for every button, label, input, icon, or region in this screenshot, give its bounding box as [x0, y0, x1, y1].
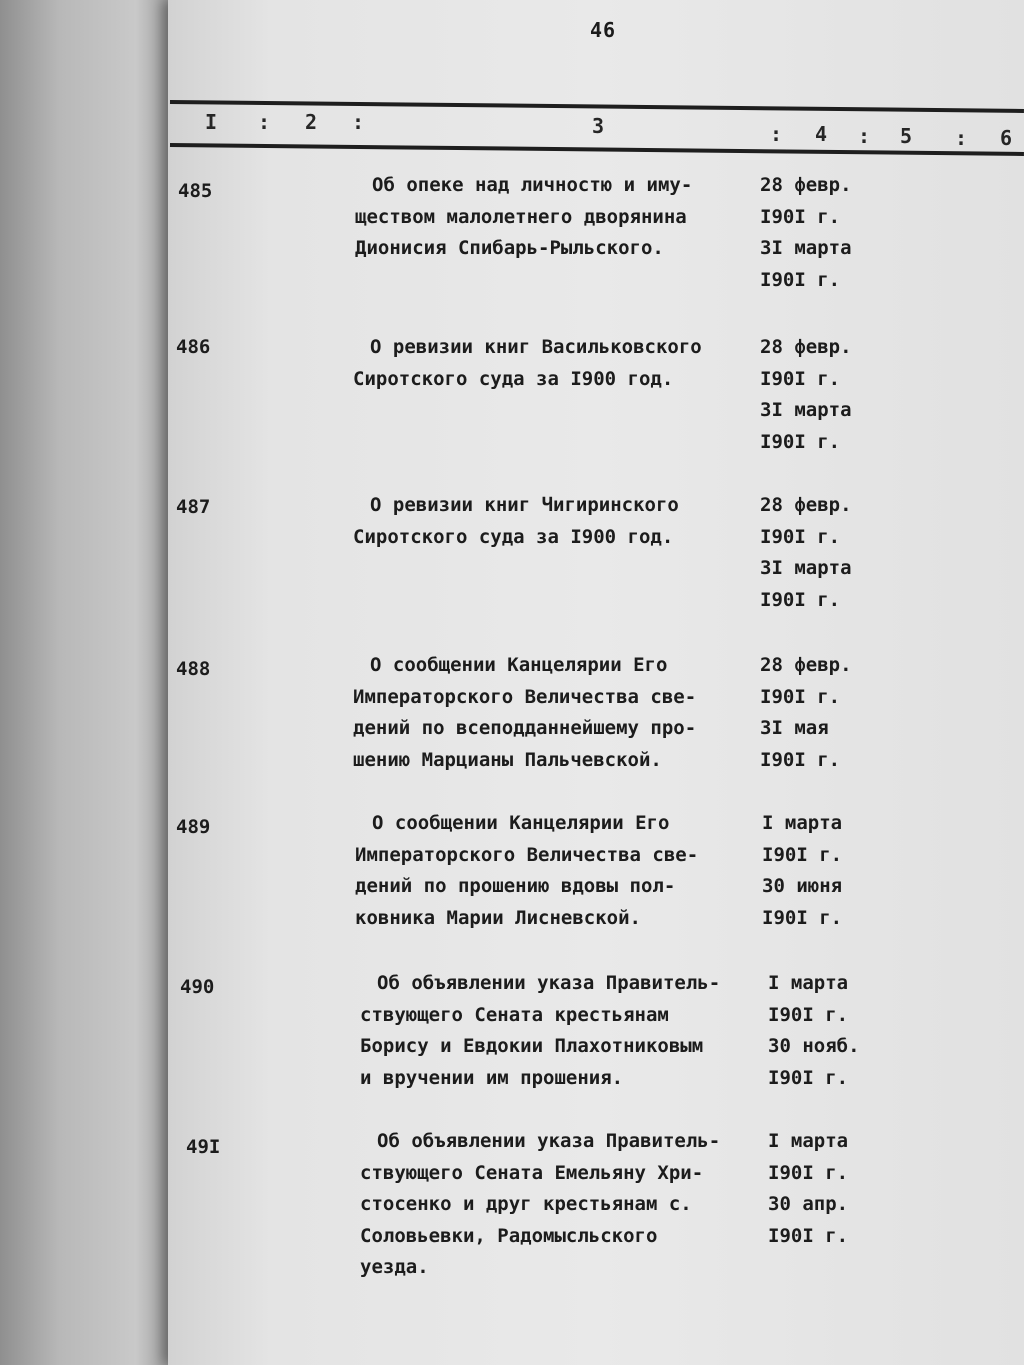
- entry-number: 488: [176, 658, 211, 680]
- entry-dates: I марта I90I г. 30 апр. I90I г.: [768, 1130, 849, 1247]
- entry-dates: 28 февр. I90I г. 3I марта I90I г.: [760, 336, 852, 453]
- entry-dates: I марта I90I г. 30 июня I90I г.: [762, 812, 843, 929]
- column-header-1: I: [205, 110, 218, 134]
- entry-description: Об опеке над личностю и иму- ществом малолетнего дворянина Дионисия Спибарь-Рыльского.: [355, 174, 693, 259]
- entry-dates: I марта I90I г. 30 нояб. I90I г.: [768, 972, 860, 1089]
- column-header-4: 4: [815, 122, 828, 146]
- entry-number: 49I: [186, 1136, 221, 1158]
- column-separator: :: [858, 124, 871, 148]
- entry-number: 486: [176, 336, 211, 358]
- entry-description: О ревизии книг Чигиринского Сиротского суда за I900 год.: [353, 494, 679, 548]
- column-header-2: 2: [305, 110, 318, 134]
- entry-number: 487: [176, 496, 211, 518]
- column-separator: :: [258, 110, 271, 134]
- entry-description: О сообщении Канцелярии Его Императорского Величества све- дений по прошению вдовы пол- ковника Марии Лисневской.: [355, 812, 699, 929]
- entry-dates: 28 февр. I90I г. 3I марта I90I г.: [760, 174, 852, 291]
- entry-description: Об объявлении указа Правитель- ствующего Сената Емельяну Хри- стосенко и друг крестьянам с. Соловьевки, Радомысльского уезда.: [360, 1130, 721, 1278]
- column-separator: :: [352, 110, 365, 134]
- entry-number: 490: [180, 976, 215, 998]
- page-number: 46: [590, 18, 617, 42]
- entry-number: 485: [178, 180, 213, 202]
- entry-description: Об объявлении указа Правитель- ствующего Сената крестьянам Борису и Евдокии Плахотниковым и вручении им прошения.: [360, 972, 721, 1089]
- column-separator: :: [955, 126, 968, 150]
- column-header-5: 5: [900, 124, 913, 148]
- entry-number: 489: [176, 816, 211, 838]
- facing-page-edge: [0, 0, 170, 1365]
- entry-description: О сообщении Канцелярии Его Императорского Величества све- дений по всеподданнейшему про- шению Марцианы Пальчевской.: [353, 654, 697, 771]
- column-header-6: 6: [1000, 126, 1013, 150]
- column-separator: :: [770, 122, 783, 146]
- entry-description: О ревизии книг Васильковского Сиротского суда за I900 год.: [353, 336, 702, 390]
- entry-dates: 28 февр. I90I г. 3I марта I90I г.: [760, 494, 852, 611]
- entry-dates: 28 февр. I90I г. 3I мая I90I г.: [760, 654, 852, 771]
- column-header-3: 3: [592, 114, 605, 138]
